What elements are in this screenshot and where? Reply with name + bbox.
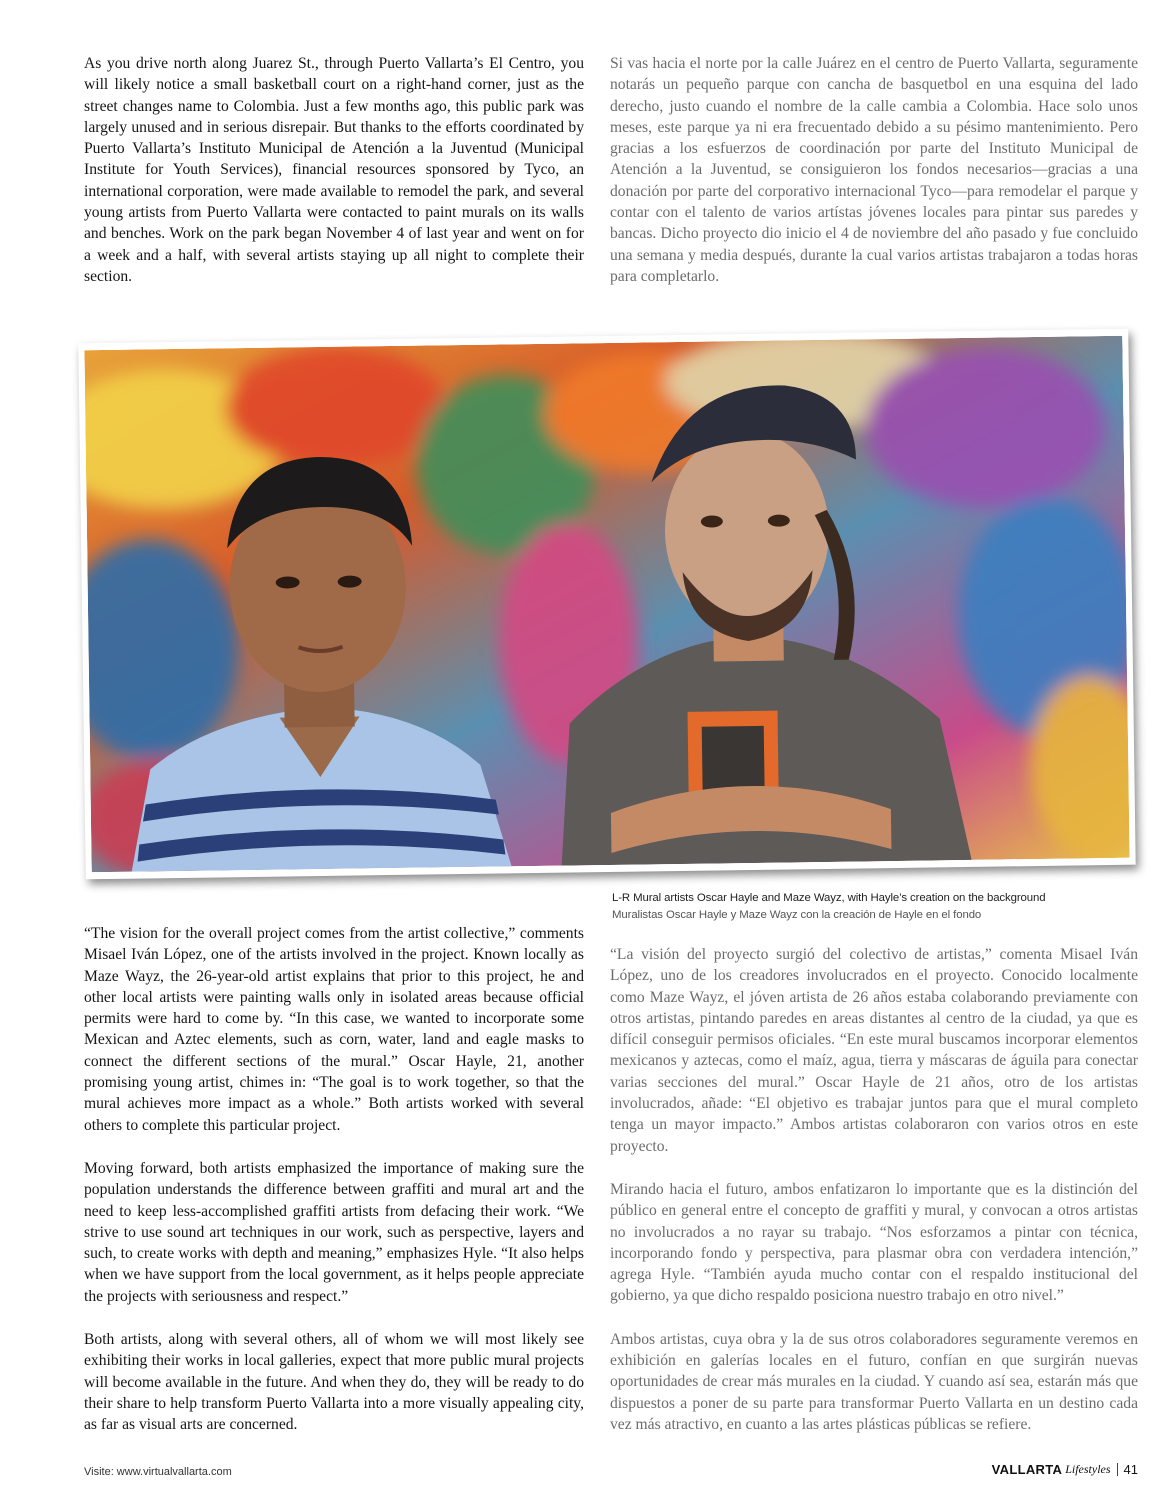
footer-website: Visite: www.virtualvallarta.com xyxy=(84,1466,232,1478)
photo-frame xyxy=(78,329,1135,880)
mural-artists-photo xyxy=(84,336,1129,872)
photo-illustration xyxy=(84,336,1129,872)
paragraph: Mirando hacia el futuro, ambos enfatizaron lo importante que es la distinción del público en general entre el concepto de graffiti y mural, y convocan a otros artistas no involucrados a no rayar su trabajo. “Nos esforzamos a pintar con técnica, incorporando fondo y perspectiva, para plasmar obra con verdadera intención,” agrega Hyle. “También ayuda mucho contar con el respaldo institucional del gobierno, ya que dicho respaldo posiciona nuestro trabajo en otro nivel.” xyxy=(610,1180,1138,1305)
paragraph: Both artists, along with several others, all of whom we will most likely see exhibiting their works in local galleries, expect that more public mural projects will become available in the future. And when they do, they will be ready to do their share to help transform Puerto Vallarta into a more visually appealing city, as far as visual arts are concerned. xyxy=(84,1331,584,1434)
paragraph: As you drive north along Juarez St., through Puerto Vallarta’s El Centro, you will likely notice a small basketball court on a right-hand corner, just as the street changes name to Colombia. Just a few months ago, this public park was largely unused and in serious disrepair. But thanks to the efforts coordinated by Puerto Vallarta’s Instituto Municipal de Atención a la Juventud (Municipal Institute for Youth Services), financial resources sponsored by Tyco, an international corporation, were made available to remodel the park, and several young artists from Puerto Vallarta were contacted to paint murals on its walls and benches. Work on the park began November 4 of last year and went on for a week and a half, with several artists staying up all night to complete their section. xyxy=(84,55,584,285)
paragraph: Ambos artistas, cuya obra y la de sus otros colaboradores seguramente veremos en exhibición en galerías locales en el futuro, confían en que surgirán nuevas oportunidades de crear más murales en la ciudad. Y cuando así sea, estarán más que dispuestos a poner de su parte para transformar Puerto Vallarta en un destino cada vez más atractivo, en cuanto a las artes plásticas públicas se refiere. xyxy=(610,1330,1138,1433)
paragraph: “The vision for the overall project comes from the artist collective,” comments Misael Iván López, one of the artists involved in the project. Known locally as Maze Wayz, the 26-year-old artist explains that prior to this project, he and other local artists were painting walls only in isolated areas because official permits were hard to come by. “In this case, we wanted to incorporate some Mexican and Aztec elements, such as corn, water, land and eagle masks to connect the different sections of the mural.” Oscar Hayle, 21, another promising young artist, chimes in: “The goal is to work together, so that the mural achieves more impact as a whole.” Both artists worked with several others to complete this particular project. xyxy=(84,925,584,1134)
article-es-intro xyxy=(610,53,1138,287)
magazine-name: VALLARTA xyxy=(991,1462,1063,1477)
paragraph: Moving forward, both artists emphasized the importance of making sure the population understands the difference between graffiti and mural art and the need to keep less-accomplished graffiti artists from defacing their work. “We strive to use sound art techniques in our work, such as perspective, layers and such, to create works with depth and meaning,” emphasizes Hyle. “It also helps when we have support from the local government, as it helps people appreciate the projects with seriousness and respect.” xyxy=(84,1159,584,1305)
page-number: 41 xyxy=(1123,1462,1138,1477)
magazine-subtitle: Lifestyles xyxy=(1065,1462,1111,1476)
paragraph: “La visión del proyecto surgió del colectivo de artistas,” comenta Misael Iván López, uno de los creadores involucrados en el proyecto. Conocido localmente como Maze Wayz, el jóven artista de 26 años estaba colaborando previamente con otros artistas, pintando paredes en areas distantes al centro de la ciudad, ya que es difícil conseguir permisos oficiales. “En este mural buscamos incorporar elementos mexicanos y aztecas, como el maíz, agua, tierra y máscaras de águila para conectar varias secciones del mural.” Oscar Hayle de 21 años, otro de los artistas involucrados, añade: “El objetivo es trabajar juntos para que el mural completo tenga un mayor impacto.” Ambos artistas colaboraron con varios otros en este proyecto. xyxy=(610,946,1138,1155)
photo-caption-es: Muralistas Oscar Hayle y Maze Wayz con la creación de Hayle en el fondo xyxy=(612,909,982,921)
footer-brand xyxy=(992,1462,1138,1477)
article-es-body xyxy=(610,944,1138,1435)
separator xyxy=(1117,1463,1118,1476)
paragraph: Si vas hacia el norte por la calle Juárez en el centro de Puerto Vallarta, seguramente notarás un pequeño parque con cancha de basquetbol en una esquina del lado derecho, justo cuando el nombre de la calle cambia a Colombia. Hace solo unos meses, este parque ya ni era frecuentado debido a su pésimo mantenimiento. Pero gracias a los esfuerzos de coordinación por parte del Instituto Municipal de Atención a la Juventud, se consiguieron los fondos necesarios—gracias a una donación por parte del corporativo internacional Tyco—para remodelar el parque y contar con el talento de varios artístas jóvenes locales para pintar sus paredes y bancas. Dicho proyecto dio inicio el 4 de noviembre del año pasado y fue concluido una semana y media después, durante la cual varios artistas trabajaron a todas horas para completarlo. xyxy=(610,55,1138,285)
article-en-body xyxy=(84,923,584,1436)
article-en-intro xyxy=(84,53,584,287)
photo-caption-en: L-R Mural artists Oscar Hayle and Maze Wayz, with Hayle’s creation on the background xyxy=(612,892,1046,904)
